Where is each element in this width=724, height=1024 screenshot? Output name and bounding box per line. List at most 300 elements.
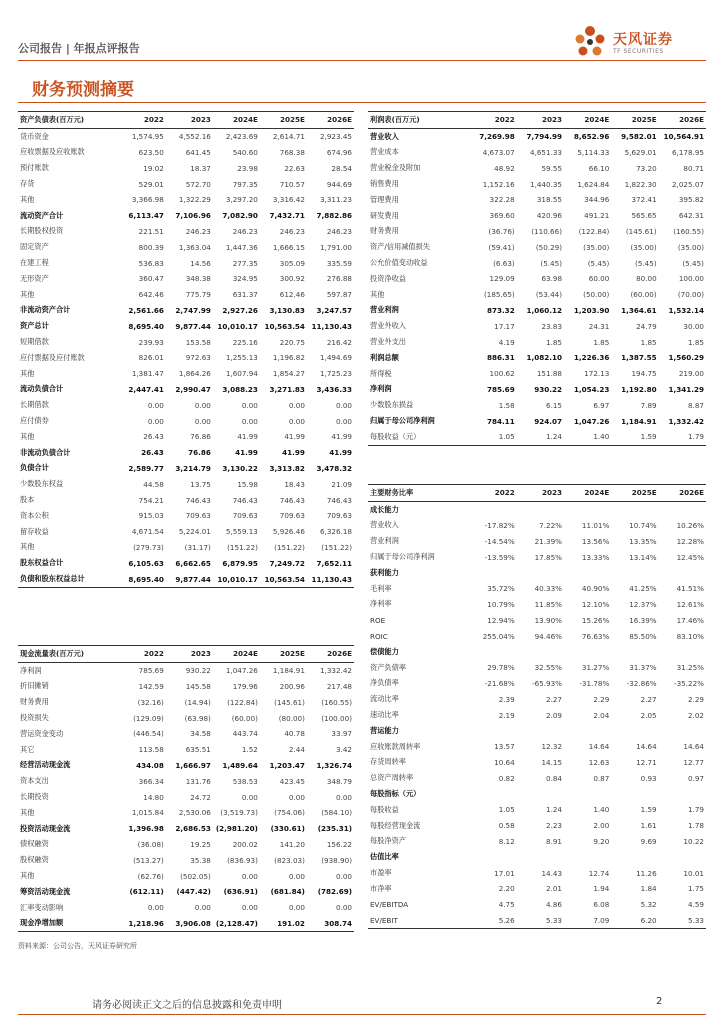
cell-value: (59.41) [488,242,515,252]
cell-value: 0.00 [194,903,211,913]
cell-value: 31.37% [629,663,657,673]
cell-value: (122.84) [578,226,610,236]
cell-value: 13.90% [534,615,563,625]
cash-flow-table [18,645,354,932]
cell-value: 142.59 [138,681,164,691]
cell-value: 2,686.53 [175,824,211,834]
cell-value: 1,054.23 [573,384,610,394]
cell-value: 41.99 [329,448,352,458]
cell-value: 565.65 [631,211,657,221]
row-label: 资产总计 [20,321,49,331]
cell-value: 10,563.54 [260,571,307,587]
cell-value: (14.94) [184,697,211,707]
cell-value: 18.43 [284,479,305,489]
cell-value: 3,130.22 [222,463,258,473]
cell-value: 2,747.99 [175,305,211,315]
cell-value: 3,313.82 [269,463,305,473]
cell-value: 1,047.26 [225,666,258,676]
row-label: 资本支出 [20,776,49,786]
cell-value: 21.39% [534,536,563,546]
column-header: 2024E [213,646,260,663]
cell-value: 344.96 [584,195,610,205]
cell-value: 930.22 [185,666,211,676]
cell-value: 24.72 [190,792,211,802]
cell-value: 12.10% [581,599,610,609]
cell-value: 2,927.26 [222,305,258,315]
cell-value: 7,269.98 [479,132,515,142]
cell-value: (80.00) [278,713,305,723]
cell-value: -32.86% [626,678,657,688]
table-row [18,476,354,492]
table-row [18,710,354,726]
row-label: 市净率 [370,883,392,893]
cell-value: 1,440.35 [530,179,563,189]
cell-value: 746.43 [232,495,258,505]
table-header-row [368,112,706,129]
cell-value: 246.23 [279,226,305,236]
cell-value: (513.27) [133,855,164,865]
cell-value: 1,322.29 [178,195,211,205]
cell-value: 41.51% [676,584,704,594]
cell-value: 9,877.44 [175,321,211,331]
cell-value: 129.09 [489,274,515,284]
cell-value: 76.63% [581,631,610,641]
cell-value: 1,666.15 [272,242,305,252]
cell-value: 1.59 [640,805,657,815]
cell-value: 3,366.98 [131,195,164,205]
cell-value: (35.00) [630,242,657,252]
table-row [368,397,706,413]
cell-value [469,849,516,865]
cell-value: 924.07 [534,416,563,426]
cell-value: 24.79 [636,321,657,331]
cell-value: 1,854.27 [272,369,305,379]
cell-value: 2,923.45 [319,132,352,142]
row-label: 营业利润 [370,536,399,546]
table-row [18,916,354,932]
cell-value [564,644,611,660]
row-label: 其他 [20,542,35,552]
cell-value: 76.86 [188,448,211,458]
row-label: 每股指标（元） [370,789,421,799]
cell-value: 7.09 [564,913,611,929]
table-row [368,739,706,755]
cell-value [469,723,516,739]
title-divider [18,102,706,103]
row-label: 营运能力 [370,725,399,735]
cell-value [517,644,564,660]
cell-value [564,565,611,581]
report-header-title: 公司报告 | 年报点评报告 [18,42,140,55]
cell-value: 335.59 [326,258,352,268]
cell-value: 746.43 [279,495,305,505]
row-label: 其他 [20,431,35,441]
cell-value: (5.45) [635,258,657,268]
cell-value: 709.63 [279,511,305,521]
cell-value: 8,695.40 [119,571,166,587]
table-row [368,628,706,644]
cell-value: 0.00 [147,416,164,426]
cell-value: 2.01 [546,884,563,894]
table-row [18,366,354,382]
column-header: 2024E [213,112,260,129]
table-row [18,382,354,398]
cell-value [659,565,706,581]
cell-value [611,501,658,517]
cell-value: 2,025.07 [671,179,704,189]
row-label: 存货周转率 [370,757,406,767]
cell-value: 348.79 [326,776,352,786]
cell-value: (502.05) [180,871,211,881]
cell-value: 1,196.82 [272,353,305,363]
cell-value: 2,423.69 [225,132,258,142]
cell-value: 23.98 [237,163,258,173]
cell-value: 1,203.90 [573,305,610,315]
cell-value: 915.03 [138,511,164,521]
cell-value: 1,574.95 [131,132,164,142]
cell-value [611,644,658,660]
table-row [368,429,706,445]
cell-value: 63.98 [541,274,563,284]
row-label: 成长能力 [370,504,399,514]
cell-value: 5,114.33 [577,147,610,157]
row-label: 归属于母公司净利润 [370,416,435,426]
cell-value: (50.00) [583,290,610,300]
cell-value: 1.40 [593,805,610,815]
cell-value: 322.28 [489,195,515,205]
cell-value: 41.99 [235,448,258,458]
cell-value: 13.57 [494,742,515,752]
cell-value: 0.00 [194,416,211,426]
cell-value: (836.93) [227,855,258,865]
cell-value: 3,271.83 [269,384,305,394]
table-row [368,834,706,850]
cell-value: 9.20 [593,836,610,846]
column-header: 2023 [166,646,213,663]
table-row [18,726,354,742]
table-row [368,881,706,897]
cell-value: 17.85% [534,552,563,562]
cell-value: 4.59 [687,900,704,910]
row-label: ROE [370,615,386,625]
cell-value: (2,128.47) [213,916,260,932]
table-row [18,429,354,445]
cell-value: 0.00 [147,903,164,913]
cell-value: 26.43 [141,448,164,458]
cell-value: 0.84 [546,773,563,783]
cell-value [517,501,564,517]
cell-value: 1.78 [687,821,704,831]
cell-value: (62.76) [137,871,164,881]
cell-value: 754.21 [138,495,164,505]
cell-value: 642.46 [138,290,164,300]
cell-value: 2.39 [498,694,515,704]
cell-value: 1,725.23 [319,369,352,379]
cell-value [564,849,611,865]
cell-value [517,565,564,581]
cell-value: 41.25% [629,584,657,594]
cell-value: 2.29 [687,694,704,704]
financial-ratios-table [368,484,706,929]
cell-value: 94.46% [534,631,563,641]
row-label: 营业收入 [370,131,399,141]
cell-value: 6,326.18 [319,527,352,537]
cell-value: 5,224.01 [178,527,211,537]
cell-value: 2,990.47 [175,384,211,394]
cell-value: 1.85 [593,337,610,347]
cell-value: 1,060.12 [526,305,563,315]
row-label: 每股收益 [370,804,399,814]
table-row [18,540,354,556]
cell-value: 0.00 [335,416,352,426]
cell-value: 5.33 [659,913,706,929]
cell-value: 131.76 [185,776,211,786]
cell-value: 2.29 [593,694,610,704]
table-row [18,128,354,144]
table-row [18,255,354,271]
cell-value: 10,563.54 [264,321,305,331]
cell-value: 59.55 [541,163,563,173]
table-header-row [368,485,706,502]
cell-value: 873.32 [486,305,515,315]
cell-value: 10.74% [629,520,657,530]
table-row [368,176,706,192]
row-label: 净利率 [370,599,392,609]
table-row [368,549,706,565]
cell-value: 3,436.33 [316,384,352,394]
cell-value: 0.58 [498,821,515,831]
cell-value: 612.46 [279,290,305,300]
table-row [368,707,706,723]
row-label: 在建工程 [20,258,49,268]
cell-value: 1,255.13 [225,353,258,363]
cell-value: (279.73) [133,542,164,552]
row-label: 股权融资 [20,855,49,865]
row-label: 净利润 [370,384,392,394]
cell-value: 3,214.79 [175,463,211,473]
cell-value: 395.82 [678,195,704,205]
cell-value: 0.00 [241,416,258,426]
cell-value: 0.00 [288,792,305,802]
cell-value: 22.63 [284,163,305,173]
cell-value: 14.15 [541,757,563,767]
cell-value: 6,662.65 [175,558,211,568]
cell-value: 8.12 [498,836,515,846]
table-row [18,318,354,334]
row-label: 其他 [20,807,35,817]
cell-value: (160.55) [321,697,352,707]
row-label: 净利润 [20,665,42,675]
cell-value: 491.21 [584,211,610,221]
cell-value: 246.23 [185,226,211,236]
cell-value: 0.00 [335,792,352,802]
cell-value: 420.96 [536,211,563,221]
cell-value: 5,926.46 [272,527,305,537]
row-label: 其他 [370,289,385,299]
cell-value: 1,226.36 [573,353,610,363]
table-row [18,239,354,255]
cell-value: 246.23 [326,226,352,236]
row-label: 流动资产合计 [20,210,64,220]
cell-value: 0.00 [288,416,305,426]
cell-value: (32.16) [137,697,164,707]
cell-value: 216.42 [326,337,352,347]
cell-value: 536.83 [138,258,164,268]
row-label: 投资活动现金流 [20,823,71,833]
cell-value: 18.37 [190,163,211,173]
cell-value [659,644,706,660]
section-row [368,849,706,865]
cell-value: 1,184.91 [621,416,657,426]
table-row [18,192,354,208]
cell-value: 1,015.84 [131,808,164,818]
table-title: 利润表(百万元) [368,112,469,129]
cell-value: -13.59% [484,552,515,562]
cell-value: 156.22 [326,839,352,849]
cell-value: (36.76) [488,226,515,236]
table-row [368,287,706,303]
column-header: 2022 [469,485,516,502]
table-row [368,255,706,271]
row-label: 流动比率 [370,694,399,704]
table-row [368,755,706,771]
cell-value: 7,652.11 [316,558,352,568]
cell-value: 33.97 [331,729,352,739]
table-row [18,350,354,366]
row-label: 归属于母公司净利润 [370,552,435,562]
table-row [368,533,706,549]
cell-value: 277.35 [232,258,258,268]
cell-value: 26.43 [143,432,164,442]
cell-value: 423.45 [279,776,305,786]
row-label: 非流动负债合计 [20,447,71,457]
cell-value [564,723,611,739]
table-row [18,900,354,916]
cell-value: (823.03) [274,855,305,865]
row-label: 其他 [20,368,35,378]
cell-value: 172.13 [584,369,610,379]
cell-value [517,723,564,739]
table-row [368,597,706,613]
logo-text-cn: 天风证券 [613,32,673,48]
table-row [18,303,354,319]
cell-value: 276.88 [326,274,352,284]
row-label: 每股收益（元） [368,429,469,445]
table-row [18,176,354,192]
cell-value: 1.75 [687,884,704,894]
cell-value: (5.45) [682,258,704,268]
column-header: 2026E [307,112,354,129]
cell-value: 7,106.96 [175,211,211,221]
cell-value: 4,673.07 [482,147,515,157]
cell-value: 318.55 [536,195,563,205]
row-label: 利润总额 [370,352,399,362]
cell-value: 6.20 [611,913,658,929]
cell-value: 12.71 [636,757,657,767]
row-label: 市盈率 [370,868,392,878]
cell-value: 360.47 [138,274,164,284]
cell-value: 6.08 [593,900,610,910]
row-label: 负债和股东权益总计 [18,571,119,587]
cell-value: 14.64 [636,742,657,752]
cell-value: 0.00 [288,871,305,881]
cell-value: 2.44 [288,745,305,755]
cell-value: 324.95 [232,274,258,284]
column-header: 2025E [611,485,658,502]
cell-value: 0.00 [147,400,164,410]
row-label: 固定资产 [20,242,49,252]
cell-value: 24.31 [588,321,610,331]
cell-value: 30.00 [683,321,704,331]
table-row [368,802,706,818]
cell-value: 6,105.63 [128,558,164,568]
row-label: 营业收入 [370,520,399,530]
cell-value: 40.78 [284,729,305,739]
row-label: 营业外收入 [370,321,406,331]
cell-value: 219.00 [678,369,704,379]
cell-value: 0.00 [241,792,258,802]
table-row [18,271,354,287]
table-row [18,413,354,429]
cell-value: 1.52 [241,745,258,755]
column-header: 2025E [260,112,307,129]
cell-value: 1.59 [611,429,658,445]
cell-value: (50.29) [535,242,563,252]
cell-value: 972.63 [185,353,211,363]
cell-value: (5.45) [587,258,610,268]
table-row [368,303,706,319]
row-label: 少数股东权益 [20,479,64,489]
table-row [368,913,706,929]
row-label: 筹资活动现金流 [20,886,71,896]
table-row [18,208,354,224]
cell-value: 3,088.23 [222,384,258,394]
cell-value: 0.87 [593,773,610,783]
page-number: 2 [656,996,663,1007]
cell-value [611,565,658,581]
cell-value: 2.20 [498,884,515,894]
table-row [368,382,706,398]
cell-value: (235.31) [317,824,352,834]
cell-value [659,849,706,865]
cell-value: 41.99 [331,432,352,442]
row-label: 管理费用 [370,194,399,204]
cell-value: 1,489.64 [222,760,258,770]
cell-value [564,501,611,517]
cell-value: 85.50% [629,631,657,641]
cell-value: 2,561.66 [128,305,164,315]
cell-value: 2.05 [640,710,657,720]
column-header: 2022 [469,112,516,129]
cell-value: 1.05 [469,429,516,445]
cell-value: 3,906.08 [166,916,213,932]
cell-value: 10,010.17 [213,571,260,587]
cell-value: 60.00 [588,274,610,284]
cell-value: (584.10) [321,808,352,818]
cell-value: (145.61) [625,226,657,236]
cell-value: 785.69 [486,384,515,394]
cell-value: 4.75 [498,900,515,910]
row-label: 其它 [20,744,35,754]
cell-value: 1,363.04 [178,242,211,252]
cell-value: 1,864.26 [178,369,211,379]
row-label: 应收账款周转率 [370,741,421,751]
disclaimer-footer: 请务必阅读正文之后的信息披露和免责申明 [92,1000,282,1011]
cell-value [611,849,658,865]
table-row [368,612,706,628]
table-row [18,224,354,240]
cell-value: 100.00 [678,274,704,284]
